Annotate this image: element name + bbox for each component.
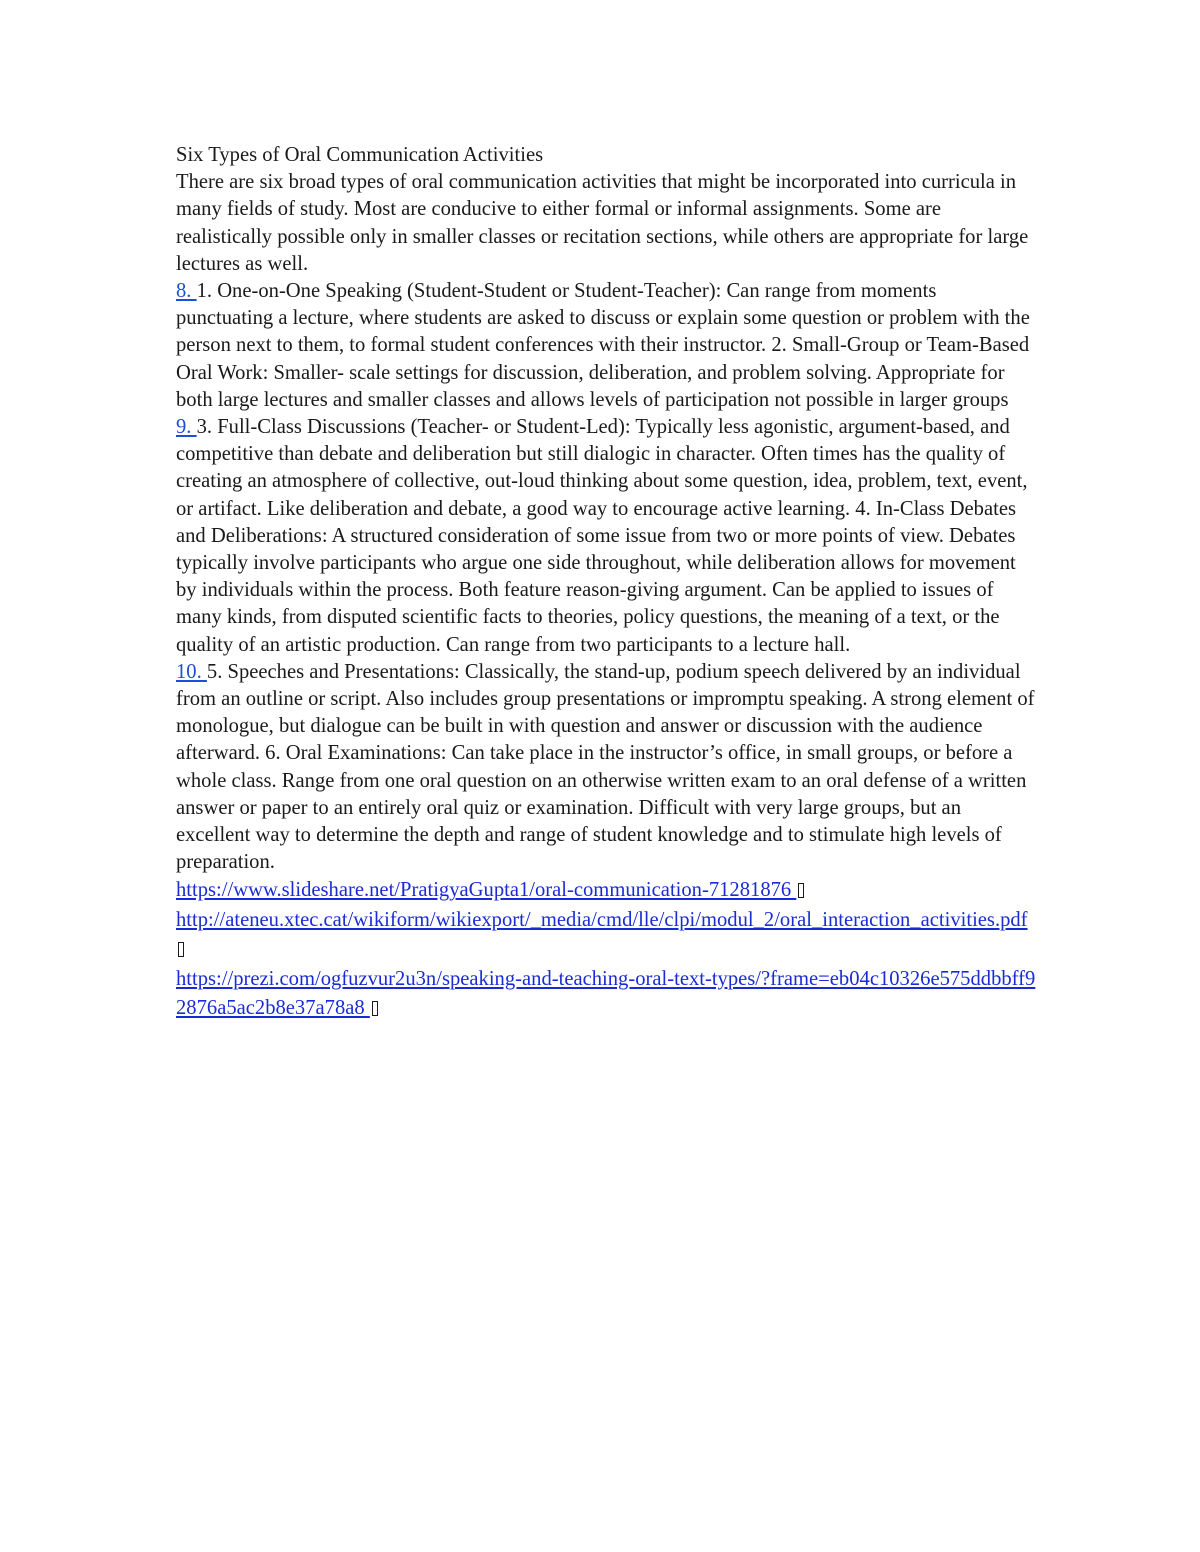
paragraph-10	[176, 659, 1036, 877]
footnote-ref-8[interactable]: 8.	[176, 280, 197, 303]
reference-link-item	[176, 965, 1036, 1024]
paragraph-8	[176, 278, 1036, 414]
paragraph-9	[176, 414, 1036, 659]
reference-link-item	[176, 906, 1036, 965]
missing-glyph-icon	[178, 942, 184, 957]
paragraph-8-text: 1. One-on-One Speaking (Student-Student or Student-Teacher): Can range from moments punctuating a lecture, where students are asked to discuss or explain some question or problem with the person next to them, to formal student conferences with their instructor. 2. Small-Group or Team-Based Oral Work: Smaller- scale settings for discussion, deliberation, and problem solving. Appropriate for both large lectures and smaller classes and allows levels of participation not possible in larger groups	[176, 280, 1030, 411]
document-page	[176, 142, 1036, 1024]
footnote-ref-10[interactable]: 10.	[176, 660, 207, 683]
missing-glyph-icon	[372, 1001, 378, 1016]
paragraph-9-text: 3. Full-Class Discussions (Teacher- or Student-Led): Typically less agonistic, argument-based, and competitive than debate and deliberation but still dialogic in character. Often times has the quality of creating an atmosphere of collective, out-loud thinking about some question, idea, problem, text, event, or artifact. Like deliberation and debate, a good way to encourage active learning. 4. In-Class Debates and Deliberations: A structured consideration of some issue from two or more points of view. Debates typically involve participants who argue one side throughout, while deliberation allows for movement by individuals within the process. Both feature reason-giving argument. Can be applied to issues of many kinds, from disputed scientific facts to theories, policy questions, the meaning of a text, or the quality of an artistic production. Can range from two participants to a lecture hall.	[176, 416, 1028, 656]
missing-glyph-icon	[798, 883, 804, 898]
ateneu-pdf-link[interactable]: http://ateneu.xtec.cat/wikiform/wikiexport/_media/cmd/lle/clpi/modul_2/oral_interaction_activities.pdf	[176, 908, 1028, 931]
paragraph-10-text: 5. Speeches and Presentations: Classically, the stand-up, podium speech delivered by an individual from an outline or script. Also includes group presentations or impromptu speaking. A strong element of monologue, but dialogue can be built in with question and answer or discussion with the audience afterward. 6. Oral Examinations: Can take place in the instructor’s office, in small groups, or before a whole class. Range from one oral question on an otherwise written exam to an oral defense of a written answer or paper to an entirely oral quiz or examination. Difficult with very large groups, but an excellent way to determine the depth and range of student knowledge and to stimulate high levels of preparation.	[176, 660, 1035, 874]
reference-link-item	[176, 876, 1036, 906]
footnote-ref-9[interactable]: 9.	[176, 416, 197, 439]
prezi-link[interactable]: https://prezi.com/ogfuzvur2u3n/speaking-and-teaching-oral-text-types/?frame=eb04c10326e575ddbbff92876a5ac2b8e37a78a8	[176, 967, 1036, 1020]
slideshare-link[interactable]: https://www.slideshare.net/PratigyaGupta1/oral-communication-71281876	[176, 879, 797, 902]
reference-links	[176, 876, 1036, 1024]
document-title: Six Types of Oral Communication Activities	[176, 144, 544, 166]
intro-paragraph: There are six broad types of oral communication activities that might be incorporated into curricula in many fields of study. Most are conducive to either formal or informal assignments. Some are realistically possible only in smaller classes or recitation sections, while others are appropriate for large lectures as well.	[176, 171, 1029, 275]
